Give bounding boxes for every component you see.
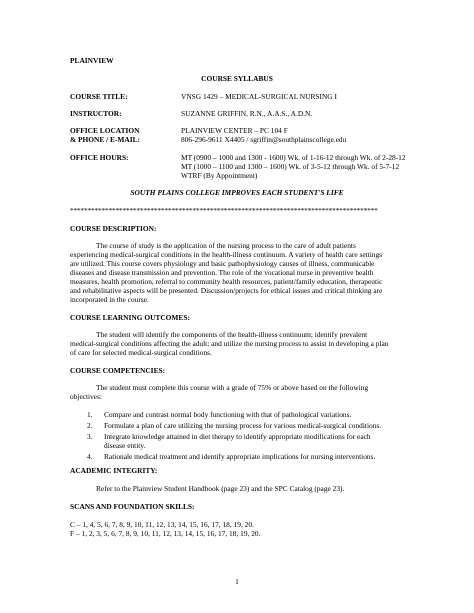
list-item-text: Formulate a plan of care utilizing the nursing process for various medical-surgical conditions.	[104, 421, 382, 430]
course-description-line: are utilized. This course covers physiology and basic pathophysiology causes of illness, communicable	[70, 259, 375, 268]
instructor-value: SUZANNE GRIFFIN, R.N., A.A.S., A.D.N.	[181, 109, 313, 118]
competencies-intro	[70, 383, 408, 401]
course-title-value: VNSG 1429 – MEDICAL-SURGICAL NURSING I	[181, 92, 337, 101]
course-description-text	[70, 241, 408, 304]
competencies-heading: COURSE COMPETENCIES:	[70, 366, 166, 375]
course-description-line: The course of study is the application of the nursing process to the care of adult patients	[96, 241, 356, 250]
list-item	[87, 432, 381, 450]
academic-integrity-heading: ACADEMIC INTEGRITY:	[70, 466, 158, 475]
list-item	[87, 410, 381, 419]
office-location-value: PLAINVIEW CENTER – PC 104 F	[181, 126, 288, 135]
course-description-heading: COURSE DESCRIPTION:	[70, 224, 157, 233]
scans-heading: SCANS AND FOUNDATION SKILLS:	[70, 502, 195, 511]
list-item-number: 1.	[87, 410, 93, 419]
scans-c-line: C – 1, 4, 5, 6, 7, 8, 9, 10, 11, 12, 13, 14, 15, 16, 17, 18, 19, 20.	[70, 520, 254, 529]
course-description-line: and rehabilitative aspects will be presented. Discussion/projects for ethical issues and critical thinking are	[70, 286, 383, 295]
institution-name: PLAINVIEW	[70, 56, 114, 65]
college-motto: SOUTH PLAINS COLLEGE IMPROVES EACH STUDENT'S LIFE	[130, 188, 344, 197]
office-phone-label: & PHONE / E-MAIL:	[70, 135, 141, 144]
list-item	[87, 421, 381, 430]
list-item-number: 2.	[87, 421, 93, 430]
competencies-intro-line: objectives:	[70, 392, 103, 401]
scans-f-line: F – 1, 2, 3, 5, 6, 7, 8, 9, 10, 11, 12, 13, 14, 15, 16, 17, 18, 19, 20.	[70, 529, 261, 538]
instructor-label: INSTRUCTOR:	[70, 109, 122, 118]
list-item-text: Compare and contrast normal body functioning with that of pathological variations.	[104, 410, 352, 419]
office-hours-line: MT (0900 – 1000 and 1300 - 1600) Wk. of 1-16-12 through Wk. of 2-28-12	[181, 153, 406, 162]
course-description-line: diseases and disease transmission and prevention. The role of the vocational nurse in preventive health	[70, 268, 374, 277]
learning-outcomes-line: medical-surgical conditions affecting the adult; and utilize the nursing process to assist in developing a plan	[70, 339, 389, 348]
course-title-label: COURSE TITLE:	[70, 92, 128, 101]
learning-outcomes-heading: COURSE LEARNING OUTCOMES:	[70, 313, 190, 322]
course-description-line: experiencing medical-surgical conditions in the health-illness continuum. A variety of health care settings	[70, 250, 383, 259]
list-item-text: Integrate knowledge attained in diet therapy to identify appropriate modifications for each	[104, 432, 371, 441]
course-description-line: incorporated in the course.	[70, 295, 149, 304]
competencies-list	[87, 410, 381, 463]
page-number: 1	[235, 577, 239, 586]
learning-outcomes-line: of care for selected medical-surgical conditions.	[70, 348, 212, 357]
list-item-number: 4.	[87, 452, 93, 461]
competencies-intro-line: The student must complete this course with a grade of 75% or above based on the following	[96, 383, 369, 392]
list-item-text: disease entity.	[104, 441, 146, 450]
list-item-text: Rationale medical treatment and identify appropriate implications for nursing interventions.	[104, 452, 376, 461]
list-item	[87, 452, 381, 461]
academic-integrity-text: Refer to the Plainview Student Handbook (page 23) and the SPC Catalog (page 23).	[96, 484, 345, 493]
office-hours-line: WTRF (By Appointment)	[181, 171, 258, 180]
office-contact-value[interactable]: 806-296-9611 X4405 / sgriffin@southplainscollege.edu	[181, 135, 347, 144]
office-location-label: OFFICE LOCATION	[70, 126, 140, 135]
document-title: COURSE SYLLABUS	[201, 74, 273, 83]
office-hours-label: OFFICE HOURS:	[70, 153, 129, 162]
office-hours-line: MT (1000 – 1100 and 1300 – 1600) Wk. of 3-5-12 through Wk. of 5-7-12	[181, 162, 400, 171]
learning-outcomes-line: The student will identify the components of the health-illness continuum; identify prevalent	[96, 330, 368, 339]
course-description-line: measures, health promotion, referral to community health resources, patient/family education, therapeutic	[70, 277, 383, 286]
learning-outcomes-text	[70, 330, 408, 357]
list-item-number: 3.	[87, 432, 93, 441]
divider-line: ****************************************************************************************	[70, 206, 378, 215]
